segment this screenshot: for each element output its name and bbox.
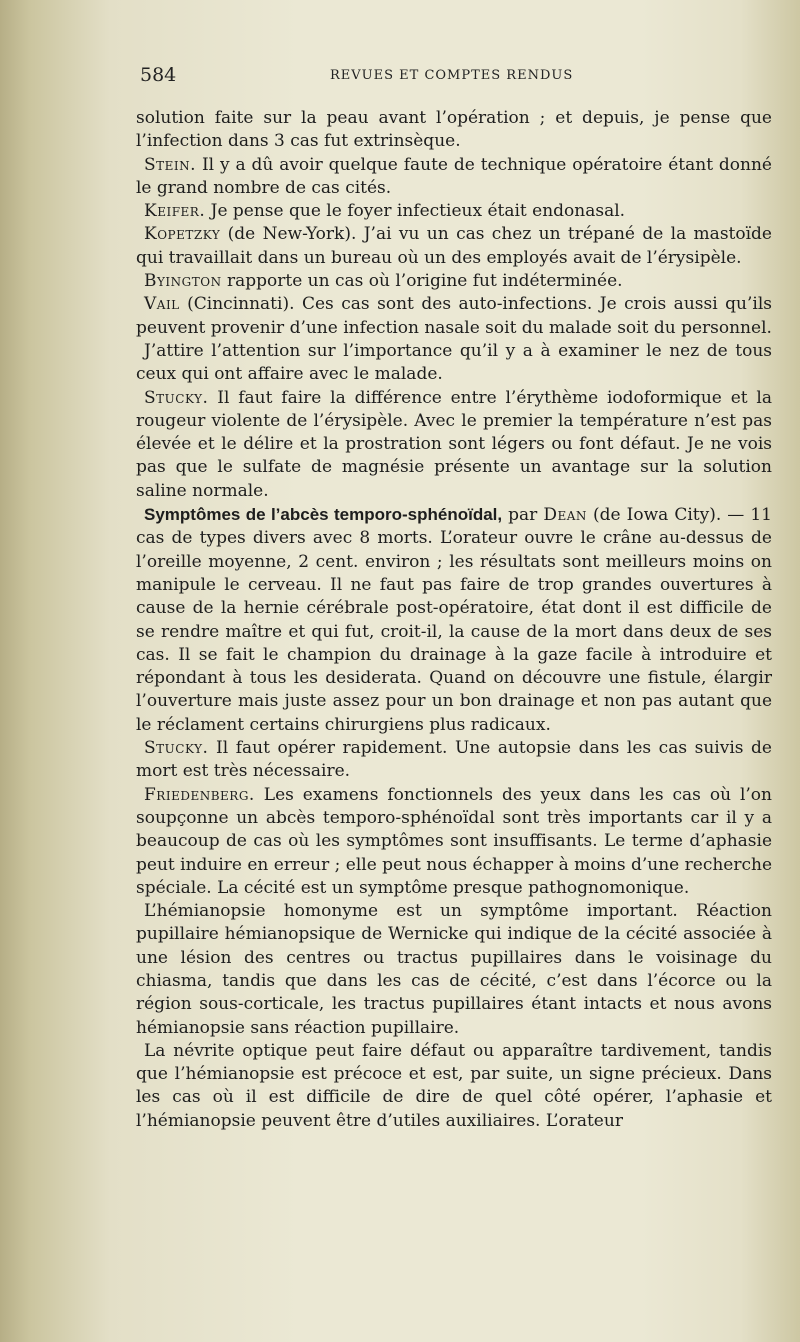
paragraph-1 [136,107,772,154]
page-number: 584 [140,64,177,86]
paragraph-keifer [136,200,772,223]
body-text [136,107,772,1133]
paragraph-text: Il faut opérer rapidement. Une autopsie dans les cas suivis de mort est très nécessaire. [136,738,772,782]
paragraph-connector: par [502,505,544,526]
paragraph-kopetzky [136,223,772,270]
paragraph-text: Je pense que le foyer infectieux était endonasal. [205,201,626,222]
paragraph-stucky-1 [136,387,772,503]
speaker-name: Stucky. [144,738,209,759]
paragraph-12 [136,900,772,1040]
paragraph-friedenberg [136,784,772,900]
paragraph-dean-section [136,503,772,737]
paragraph-text: Il faut faire la différence entre l’érythème iodoformique et la rougeur violente de l’érysipèle. Avec le premier la température n’est pas élevée et le délire et la prostration sont légers ou font défaut. Je ne vois pas que le sulfate de magnésie présente un avantage sur la solution saline normale. [136,387,772,501]
paragraph-text: (de New-York). J’ai vu un cas chez un trépané de la mastoïde qui travaillait dans un bureau où un des employés avait de l’érysipèle. [136,224,772,268]
speaker-name: Stucky. [144,387,209,408]
speaker-name: Dean [543,505,587,526]
paragraph-text: J’attire l’attention sur l’importance qu’il y a à examiner le nez de tous ceux qui ont affaire avec le malade. [136,340,772,385]
paragraph-stucky-2 [136,737,772,784]
paragraph-text: La névrite optique peut faire défaut ou apparaître tardivement, tandis que l’hémianopsie est précoce et est, par suite, un signe précieux. Dans les cas où il est difficile de dire de quel côté opérer, l’aphasie et l’hémianopsie peuvent être d’utiles auxiliaires. L’orateur [136,1040,772,1131]
page-header [140,64,770,90]
paragraph-7 [136,340,772,387]
speaker-name: Stein. [144,154,197,175]
paragraph-text: solution faite sur la peau avant l’opération ; et depuis, je pense que l’infection dans 3 cas fut extrinsèque. [136,108,772,152]
speaker-name: Kopetzky [144,224,221,245]
paragraph-text: Il y a dû avoir quelque faute de technique opératoire étant donné le grand nombre de cas cités. [136,154,772,198]
paragraph-text: (de Iowa City). — 11 cas de types divers avec 8 morts. L’orateur ouvre le crâne au-dessus de l’oreille moyenne, 2 cent. environ ; les résultats sont meilleurs moins on manipule le cerveau. Il ne faut pas faire de trop grandes ouvertures à cause de la hernie cérébrale post-opératoire, état dont il est difficile de se rendre maître et qui fut, croit-il, la cause de la mort dans deux de ses cas. Il se fait le champion du drainage à la gaze facile à introduire et répondant à tous les desiderata. Quand on découvre une fistule, élargir l’ouverture mais juste assez pour un bon drainage et non pas autant que le réclament certains chirurgiens plus radicaux. [136,505,772,735]
speaker-name: Byington [144,271,222,292]
speaker-name: Vail [144,294,180,315]
paragraph-13 [136,1040,772,1133]
speaker-name: Keifer. [144,201,206,222]
paragraph-text: L’hémianopsie homonyme est un symptôme important. Réaction pupillaire hémianopsique de Wernicke qui indique de la cécité associée à une lésion des centres ou tractus pupillaires dans le voisinage du chiasma, tandis que dans les cas de cécité, c’est dans l’écorce ou la région sous-corticale, les tractus pupillaires étant intacts et nous avons hémianopsie sans réaction pupillaire. [136,901,772,1038]
paragraph-text: (Cincinnati). Ces cas sont des auto-infections. Je crois aussi qu’ils peuvent provenir d’une infection nasale soit du malade soit du personnel. [136,294,772,338]
paragraph-text: rapporte un cas où l’origine fut indéterminée. [221,271,623,292]
running-title: REVUES ET COMPTES RENDUS [330,68,574,83]
paragraph-byington [136,270,772,293]
paragraph-text: Les examens fonctionnels des yeux dans les cas où l’on soupçonne un abcès temporo-sphénoïdal sont très importants car il y a beaucoup de cas où les symptômes sont insuffisants. Le terme d’aphasie peut induire en erreur ; elle peut nous échapper à moins d’une recherche spéciale. La cécité est un symptôme presque pathognomonique. [136,784,773,898]
speaker-name: Friedenberg. [144,784,255,805]
paragraph-vail [136,293,772,340]
paragraph-stein [136,154,772,201]
section-heading: Symptômes de l’abcès temporo-sphénoïdal, [144,505,503,525]
